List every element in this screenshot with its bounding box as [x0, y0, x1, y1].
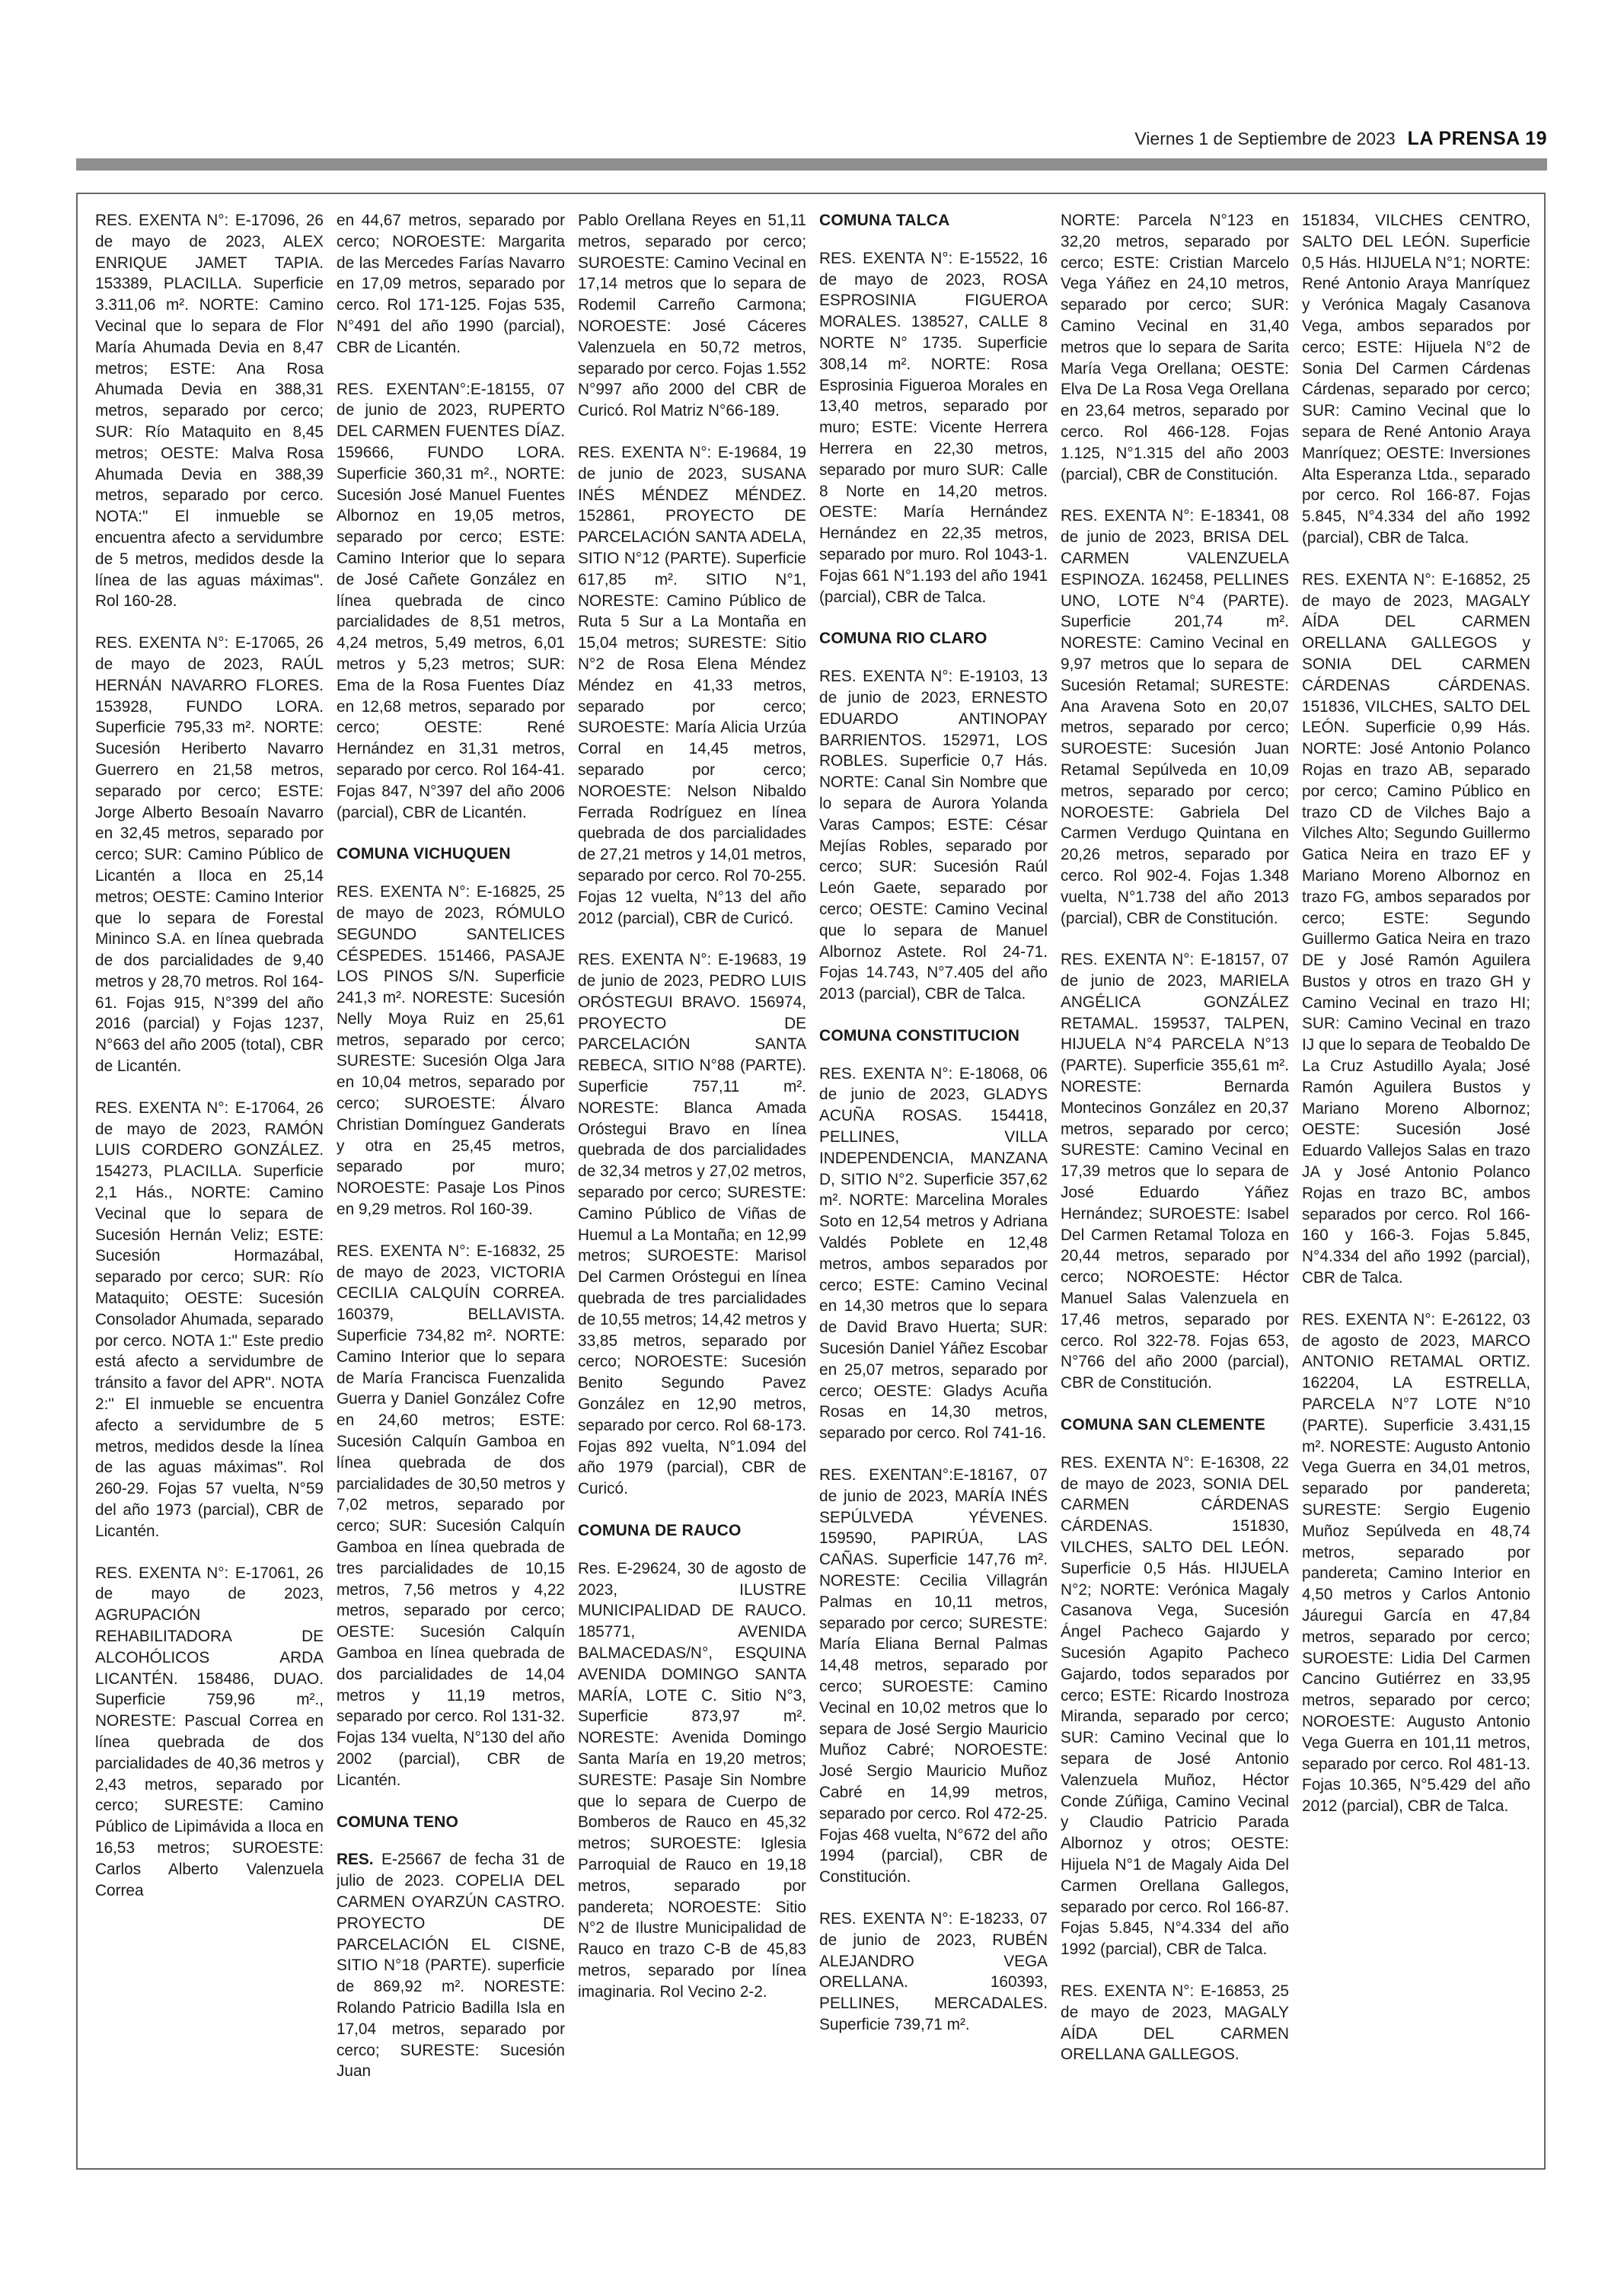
notice-entry: RES. EXENTA N°: E-16825, 25 de mayo de 2023, RÓMULO SEGUNDO SANTELICES CÉSPEDES. 151466, PASAJE LOS PINOS S/N. Superficie 241,3 m². NORESTE: Sucesión Nelly Moya Ruiz en 25,61 metros, separado por cerco; SURESTE: Sucesión Olga Jara en 10,04 metros, separado por cerco; SUROESTE: Álvaro Christian Domínguez Ganderats y otra en 25,45 metros, separado por muro; NOROESTE: Pasaje Los Pinos en 9,29 metros. Rol 160-39.: [337, 883, 565, 1219]
notice-entry: RES. EXENTA N°: E-19683, 19 de junio de 2023, PEDRO LUIS ORÓSTEGUI BRAVO. 156974, PROYECTO DE PARCELACIÓN SANTA REBECA, SITIO N°88 (PARTE). Superficie 757,11 m². NORESTE: Blanca Amada Oróstegui Bravo en línea quebrada de dos parcialidades de 32,34 metros y 27,02 metros, separado por cerco; SURESTE: Camino Público de Viñas de Huemul a La Montaña; en 12,99 metros; SUROESTE: Marisol Del Carmen Oróstegui en línea quebrada de tres parcialidades de 10,55 metros; 14,42 metros y 33,85 metros, separado por cerco; NOROESTE: Sucesión Benito Segundo Pavez González en 12,90 metros, separado por cerco. Rol 68-173. Fojas 892 vuelta, N°1.094 del año 1979 (parcial), CBR de Curicó.: [578, 951, 806, 1498]
notice-entry: RES. EXENTA N°: E-18068, 06 de junio de 2023, GLADYS ACUÑA ROSAS. 154418, PELLINES, VILLA INDEPENDENCIA, MANZANA D, SITIO N°2. Superficie 357,62 m². NORTE: Marcelina Morales Soto en 12,54 metros y Adriana Valdés Poblete en 12,48 metros, ambos separados por cerco; ESTE: Camino Vecinal en 14,30 metros que lo separa de David Bravo Huerta; SUR: Sucesión Daniel Yáñez Escobar en 25,07 metros, separado por cerco; OESTE: Gladys Acuña Rosas en 14,30 metros, separado por cerco. Rol 741-16.: [819, 1064, 1048, 1443]
column-4: [819, 210, 1048, 2161]
column-3: [578, 210, 806, 2161]
notice-entry: 151834, VILCHES CENTRO, SALTO DEL LEÓN. Superficie 0,5 Hás. HIJUELA N°1; NORTE: René Antonio Araya Manríquez y Verónica Magaly Casanova Vega, ambos separados por cerco; ESTE: Hijuela N°2 de Sonia Del Carmen Cárdenas Cárdenas, separado por cerco; SUR: Camino Vecinal que lo separa de René Antonio Araya Manríquez; OESTE: Inversiones Alta Esperanza Ltda., separado por cerco. Rol 166-87. Fojas 5.845, N°4.334 del año 1992 (parcial), CBR de Talca.: [1302, 212, 1530, 547]
notice-entry: RES. EXENTAN°:E-18167, 07 de junio de 2023, MARÍA INÉS SEPÚLVEDA YÉVENES. 159590, PAPIRÚA, LAS CAÑAS. Superficie 147,76 m². NORESTE: Cecilia Villagrán Palmas en 10,11 metros, separado por cerco; SURESTE: María Eliana Bernal Palmas 14,48 metros, separado por cerco; SUROESTE: Camino Vecinal en 10,02 metros que lo separa de José Sergio Mauricio Muñoz Cabré; NOROESTE: José Sergio Mauricio Muñoz Cabré en 14,99 metros, separado por cerco. Rol 472-25. Fojas 468 vuelta, N°672 del año 1994 (parcial), CBR de Constitución.: [819, 1466, 1048, 1886]
notice-columns: [95, 210, 1530, 2161]
newspaper-brand-page-number: LA PRENSA 19: [1407, 128, 1547, 149]
notice-entry: RES. EXENTA N°: E-17096, 26 de mayo de 2023, ALEX ENRIQUE JAMET TAPIA. 153389, PLACILLA. Superficie 3.311,06 m². NORTE: Camino Vecinal que lo separa de Flor María Ahumada Devia en 8,47 metros; ESTE: Ana Rosa Ahumada Devia en 388,31 metros, separado por cerco; SUR: Río Mataquito en 8,45 metros; OESTE: Malva Rosa Ahumada Devia en 388,39 metros, separado por cerco. NOTA:" El inmueble se encuentra afecto a servidumbre de 5 metros, medidos desde la línea de las aguas máximas". Rol 160-28.: [95, 212, 324, 611]
notice-entry: RES. EXENTAN°:E-18155, 07 de junio de 2023, RUPERTO DEL CARMEN FUENTES DÍAZ. 159666, FUNDO LORA. Superficie 360,31 m²., NORTE: Sucesión José Manuel Fuentes Albornoz en 19,05 metros, separado por cerco; ESTE: Camino Interior que lo separa de José Cañete González en línea quebrada de cinco parcialidades de 8,51 metros, 4,24 metros, 5,49 metros, 6,01 metros y 5,23 metros; SUR: Ema de la Rosa Fuentes Díaz en 12,68 metros, separado por cerco; OESTE: René Hernández en 31,31 metros, separado por cerco. Rol 164-41. Fojas 847, N°397 del año 2006 (parcial), CBR de Licantén.: [337, 380, 565, 821]
notice-lead: RES.: [337, 1851, 374, 1869]
notice-entry: Pablo Orellana Reyes en 51,11 metros, separado por cerco; SUROESTE: Camino Vecinal en 17,14 metros que lo separa de Rodemil Carreño Carmona; NOROESTE: José Cáceres Valenzuela en 50,72 metros, separado por cerco. Fojas 1.552 N°997 año 2000 del CBR de Curicó. Rol Matriz N°66-189.: [578, 212, 806, 420]
notice-entry: RES. EXENTA N°: E-19103, 13 de junio de 2023, ERNESTO EDUARDO ANTINOPAY BARRIENTOS. 152971, LOS ROBLES. Superficie 0,7 Hás. NORTE: Canal Sin Nombre que lo separa de Aurora Yolanda Varas Campos; ESTE: César Mejías Robles, separado por cerco; SUR: Sucesión Raúl León Gaete, separado por cerco; OESTE: Camino Vecinal que lo separa de Manuel Albornoz Astete. Rol 24-71. Fojas 14.743, N°7.405 del año 2013 (parcial), CBR de Talca.: [819, 668, 1048, 1003]
notice-entry: Res. E-29624, 30 de agosto de 2023, ILUSTRE MUNICIPALIDAD DE RAUCO. 185771, AVENIDA BALMACEDAS/N°, ESQUINA AVENIDA DOMINGO SANTA MARÍA, LOTE C. Sitio N°3, Superficie 873,97 m². NORESTE: Avenida Domingo Santa María en 19,20 metros; SURESTE: Pasaje Sin Nombre que lo separa de Cuerpo de Bomberos de Rauco en 45,32 metros; SUROESTE: Iglesia Parroquial de Rauco en 19,18 metros, separado por pandereta; NOROESTE: Sitio N°2 de Ilustre Municipalidad de Rauco en trazo C-B de 45,83 metros, separado por línea imaginaria. Rol Vecino 2-2.: [578, 1559, 806, 2001]
notice-text: E-25667 de fecha 31 de julio de 2023. COPELIA DEL CARMEN OYARZÚN CASTRO. PROYECTO DE PARCELACIÓN EL CISNE, SITIO N°18 (PARTE). superficie de 869,92 m². NORESTE: Rolando Patricio Badilla Isla en 17,04 metros, separado por cerco; SURESTE: Sucesión Juan: [337, 1851, 565, 2081]
section-heading: COMUNA RIO CLARO: [819, 630, 987, 648]
section-heading: COMUNA TENO: [337, 1813, 459, 1831]
notice-entry: RES. EXENTA N°: E-17064, 26 de mayo de 2023, RAMÓN LUIS CORDERO GONZÁLEZ. 154273, PLACILLA. Superficie 2,1 Hás., NORTE: Camino Vecinal que lo separa de Sucesión Hernán Veliz; ESTE: Sucesión Hormazábal, separado por cerco; SUR: Río Mataquito; OESTE: Sucesión Consolador Ahumada, separado por cerco. NOTA 1:" Este predio está afecto a servidumbre de tránsito a favor del APR". NOTA 2:" El inmueble se encuentra afecto a servidumbre de 5 metros, medidos desde la línea de las aguas máximas". Rol 260-29. Fojas 57 vuelta, N°59 del año 1973 (parcial), CBR de Licantén.: [95, 1099, 324, 1540]
notice-entry: en 44,67 metros, separado por cerco; NOROESTE: Margarita de las Mercedes Farías Navarro en 17,09 metros, separado por cerco. Rol 171-125. Fojas 535, N°491 del año 1990 (parcial), CBR de Licantén.: [337, 212, 565, 356]
column-2: [337, 210, 565, 2161]
section-heading: COMUNA SAN CLEMENTE: [1061, 1416, 1266, 1434]
header-rule: [76, 158, 1547, 171]
column-1: [95, 210, 324, 2161]
section-heading: COMUNA VICHUQUEN: [337, 845, 511, 863]
section-heading: COMUNA DE RAUCO: [578, 1522, 742, 1540]
notice-entry: RES. EXENTA N°: E-18233, 07 de junio de 2023, RUBÉN ALEJANDRO VEGA ORELLANA. 160393, PELLINES, MERCADALES. Superficie 739,71 m².: [819, 1909, 1048, 2033]
column-6: [1302, 210, 1530, 2161]
column-5: [1061, 210, 1289, 2161]
notice-entry: [337, 1849, 565, 2082]
section-heading: COMUNA CONSTITUCION: [819, 1026, 1020, 1044]
notice-entry: RES. EXENTA N°: E-17065, 26 de mayo de 2023, RAÚL HERNÁN NAVARRO FLORES. 153928, FUNDO LORA. Superficie 795,33 m². NORTE: Sucesión Heriberto Navarro Guerrero en 21,58 metros, separado por cerco; ESTE: Jorge Alberto Besoaín Navarro en 32,45 metros, separado por cerco; SUR: Camino Público de Licantén a Iloca en 25,14 metros; OESTE: Camino Interior que lo separa de Forestal Mininco S.A. en línea quebrada de dos parcialidades de 9,40 metros y 28,70 metros. Rol 164-61. Fojas 915, N°399 del año 2016 (parcial) y Fojas 1237, N°663 del año 2005 (total), CBR de Licantén.: [95, 634, 324, 1076]
section-heading: COMUNA TALCA: [819, 212, 950, 229]
notice-entry: RES. EXENTA N°: E-16853, 25 de mayo de 2023, MAGALY AÍDA DEL CARMEN ORELLANA GALLEGOS.: [1061, 1982, 1289, 2064]
notice-entry: RES. EXENTA N°: E-16308, 22 de mayo de 2023, SONIA DEL CARMEN CÁRDENAS CÁRDENAS. 151830, VILCHES, SALTO DEL LEÓN. Superficie 0,5 Hás. HIJUELA N°2; NORTE: Verónica Magaly Casanova Vega, Sucesión Ángel Pacheco Gajardo y Sucesión Agapito Pacheco Gajardo, todos separados por cerco; ESTE: Ricardo Inostroza Miranda, separado por cerco; SUR: Camino Vecinal que lo separa de José Antonio Valenzuela Muñoz, Héctor Conde Zúñiga, Camino Vecinal y Claudio Patricio Parada Albornoz y otros; OESTE: Hijuela N°1 de Magaly Aida Del Carmen Orellana Gallegos, separado por cerco. Rol 166-87. Fojas 5.845, N°4.334 del año 1992 (parcial), CBR de Talca.: [1061, 1453, 1289, 1959]
notice-entry: RES. EXENTA N°: E-16832, 25 de mayo de 2023, VICTORIA CECILIA CALQUÍN CORREA. 160379, BELLAVISTA. Superficie 734,82 m². NORTE: Camino Interior que lo separa de María Francisca Fuenzalida Guerra y Daniel González Cofre en 24,60 metros; ESTE: Sucesión Calquín Gamboa en línea quebrada de dos parcialidades de 30,50 metros y 7,02 metros, separado por cerco; SUR: Sucesión Calquín Gamboa en línea quebrada de tres parcialidades de 10,15 metros, 7,56 metros y 4,22 metros, separado por cerco; OESTE: Sucesión Calquín Gamboa en línea quebrada de dos parcialidades de 14,04 metros y 11,19 metros, separado por cerco. Rol 131-32. Fojas 134 vuelta, N°130 del año 2002 (parcial), CBR de Licantén.: [337, 1242, 565, 1789]
page-header: [76, 128, 1547, 150]
issue-date: Viernes 1 de Septiembre de 2023: [1134, 129, 1396, 148]
notice-entry: RES. EXENTA N°: E-18157, 07 de junio de 2023, MARIELA ANGÉLICA GONZÁLEZ RETAMAL. 159537, TALPEN, HIJUELA N°4 PARCELA N°13 (PARTE). Superficie 355,61 m². NORESTE: Bernarda Montecinos González en 20,37 metros, separado por cerco; SURESTE: Camino Vecinal en 17,39 metros que lo separa de José Eduardo Yáñez Hernández; SUROESTE: Isabel Del Carmen Retamal Toloza en 20,44 metros, separado por cerco; NOROESTE: Héctor Manuel Salas Valenzuela en 17,46 metros, separado por cerco. Rol 322-78. Fojas 653, N°766 del año 2000 (parcial), CBR de Constitución.: [1061, 951, 1289, 1392]
notice-entry: RES. EXENTA N°: E-17061, 26 de mayo de 2023, AGRUPACIÓN REHABILITADORA DE ALCOHÓLICOS ARDA LICANTÉN. 158486, DUAO. Superficie 759,96 m²., NORESTE: Pascual Correa en línea quebrada de dos parcialidades de 40,36 metros y 2,43 metros, separado por cerco; SURESTE: Camino Público de Lipimávida a Iloca en 16,53 metros; SUROESTE: Carlos Alberto Valenzuela Correa: [95, 1564, 324, 1899]
notice-entry: RES. EXENTA N°: E-19684, 19 de junio de 2023, SUSANA INÉS MÉNDEZ MÉNDEZ. 152861, PROYECTO DE PARCELACIÓN SANTA ADELA, SITIO N°12 (PARTE). Superficie 617,85 m². SITIO N°1, NORESTE: Camino Público de Ruta 5 Sur a La Montaña en 15,04 metros; SURESTE: Sitio N°2 de Rosa Elena Méndez Méndez en 41,33 metros, separado por cerco; SUROESTE: María Alicia Urzúa Corral en 14,45 metros, separado por cerco; NOROESTE: Nelson Nibaldo Ferrada Rodríguez en línea quebrada de dos parcialidades de 27,21 metros y 14,01 metros, separado por cerco. Rol 70-255. Fojas 12 vuelta, N°13 del año 2012 (parcial), CBR de Curicó.: [578, 443, 806, 927]
notice-entry: RES. EXENTA N°: E-16852, 25 de mayo de 2023, MAGALY AÍDA DEL CARMEN ORELLANA GALLEGOS y SONIA DEL CARMEN CÁRDENAS CÁRDENAS. 151836, VILCHES, SALTO DEL LEÓN. Superficie 0,99 Hás. NORTE: José Antonio Polanco Rojas en trazo AB, separado por cerco; Camino Público en trazo CD de Vilches Bajo a Vilches Alto; Segundo Guillermo Gatica Neira en trazo EF y Mariano Moreno Albornoz en trazo FG, ambos separados por cerco; ESTE: Segundo Guillermo Gatica Neira en trazo DE y José Ramón Aguilera Bustos y otros en trazo GH y Camino Vecinal en trazo HI; SUR: Camino Vecinal en trazo IJ que lo separa de Teobaldo De La Cruz Astudillo Ayala; José Ramón Aguilera Bustos y Mariano Moreno Albornoz; OESTE: Sucesión José Eduardo Vallejos Salas en trazo JA y José Antonio Polanco Rojas en trazo BC, ambos separados por cerco. Rol 166-160 y 166-3. Fojas 5.845, N°4.334 del año 1992 (parcial), CBR de Talca.: [1302, 570, 1530, 1287]
notice-entry: RES. EXENTA N°: E-15522, 16 de mayo de 2023, ROSA ESPROSINIA FIGUEROA MORALES. 138527, CALLE 8 NORTE N° 1735. Superficie 308,14 m². NORTE: Rosa Esprosinia Figueroa Morales en 13,40 metros, separado por muro; ESTE: Vicente Herrera Herrera en 22,30 metros, separado por muro SUR: Calle 8 Norte en 14,20 metros. OESTE: María Hernández Hernández en 22,35 metros, separado por muro. Rol 1043-1. Fojas 661 N°1.193 del año 1941 (parcial), CBR de Talca.: [819, 249, 1048, 606]
notice-entry: RES. EXENTA N°: E-18341, 08 de junio de 2023, BRISA DEL CARMEN VALENZUELA ESPINOZA. 162458, PELLINES UNO, LOTE N°4 (PARTE). Superficie 201,74 m². NORESTE: Camino Vecinal en 9,97 metros que lo separa de Sucesión Retamal; SURESTE: Ana Aravena Soto en 20,07 metros, separado por cerco; SUROESTE: Sucesión Juan Retamal Sepúlveda en 10,09 metros, separado por cerco; NOROESTE: Gabriela Del Carmen Verdugo Quintana en 20,26 metros, separado por cerco. Rol 902-4. Fojas 1.348 vuelta, N°1.738 del año 2013 (parcial), CBR de Constitución.: [1061, 507, 1289, 927]
notice-entry: RES. EXENTA N°: E-26122, 03 de agosto de 2023, MARCO ANTONIO RETAMAL ORTIZ. 162204, LA ESTRELLA, PARCELA N°7 LOTE N°10 (PARTE). Superficie 3.431,15 m². NORESTE: Augusto Antonio Vega Guerra en 34,01 metros, separado por pandereta; SURESTE: Sergio Eugenio Muñoz Sepúlveda en 48,74 metros, separado por pandereta; Camino Interior en 4,50 metros y Carlos Antonio Jáuregui García en 47,84 metros, separado por cerco; SUROESTE: Lidia Del Carmen Cancino Gutiérrez en 33,95 metros, separado por cerco; NOROESTE: Augusto Antonio Vega Guerra en 101,11 metros, separado por cerco. Rol 481-13. Fojas 10.365, N°5.429 del año 2012 (parcial), CBR de Talca.: [1302, 1310, 1530, 1816]
notice-entry: NORTE: Parcela N°123 en 32,20 metros, separado por cerco; ESTE: Cristian Marcelo Vega Yáñez en 24,10 metros, separado por cerco; SUR: Camino Vecinal en 31,40 metros que lo separa de Sarita María Vega Orellana; OESTE: Elva De La Rosa Vega Orellana en 23,64 metros, separado por cerco. Rol 466-128. Fojas 1.125, N°1.315 del año 2003 (parcial), CBR de Constitución.: [1061, 212, 1289, 483]
